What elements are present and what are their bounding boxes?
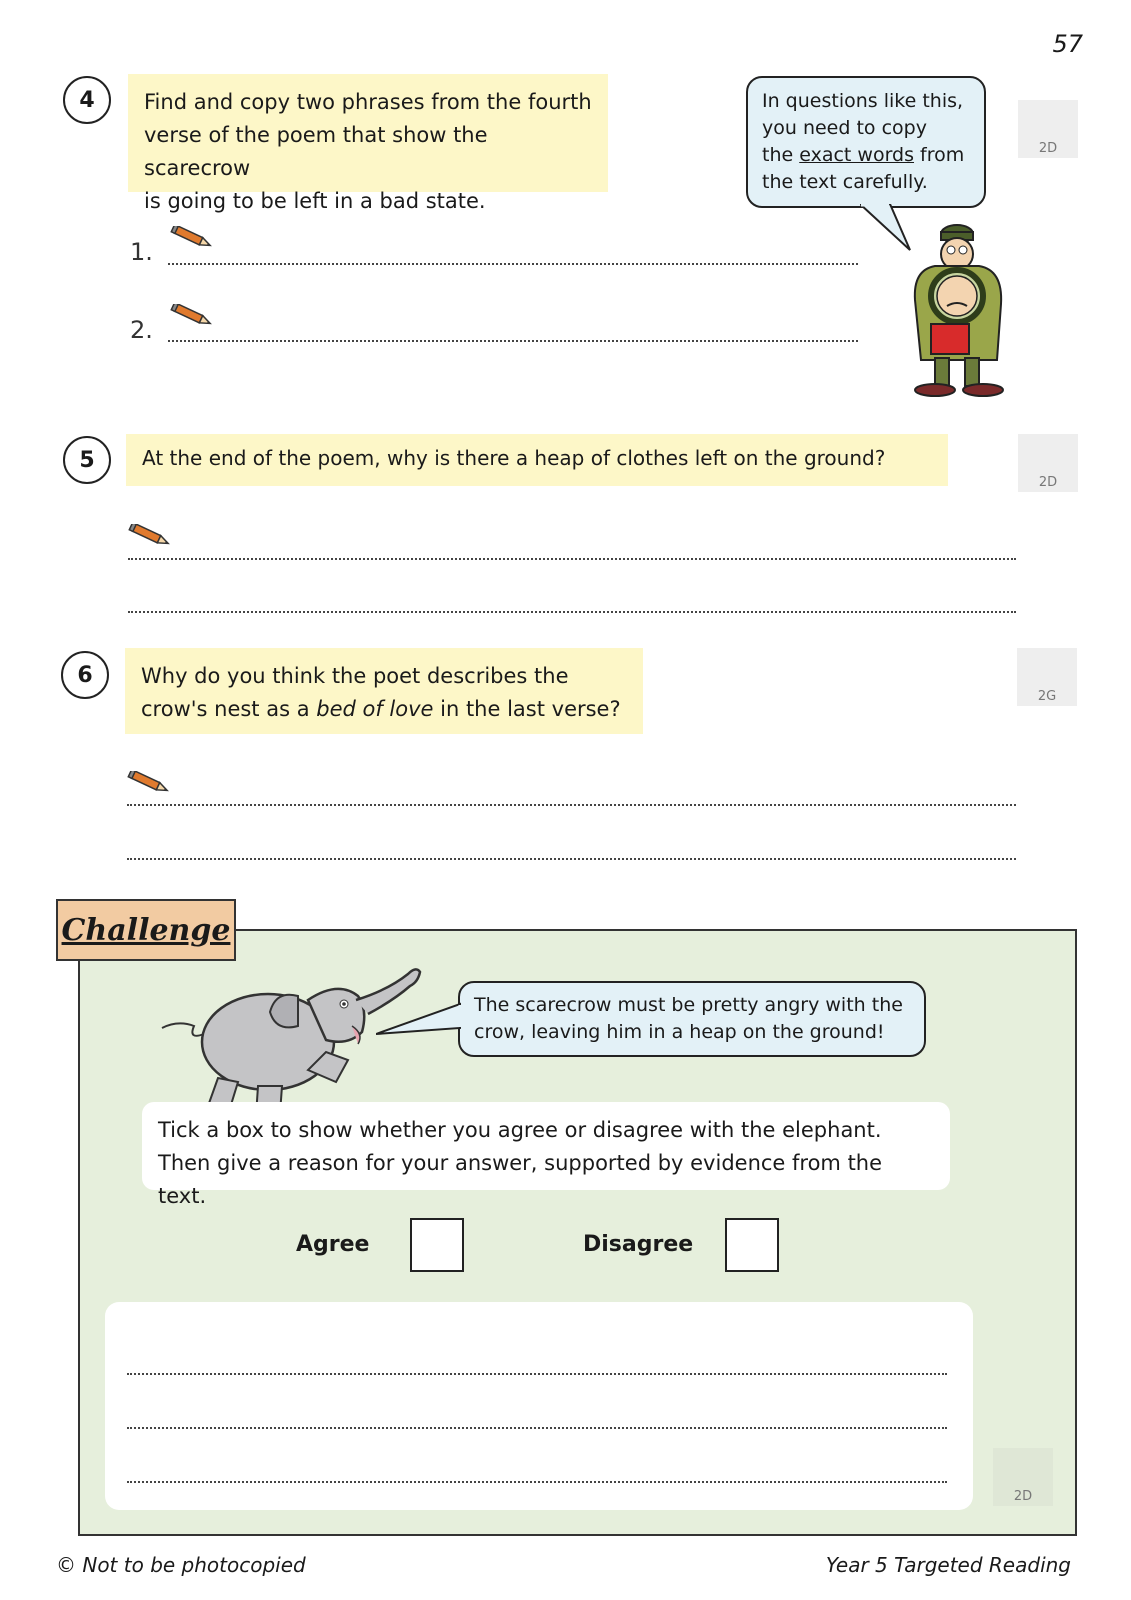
question-6-line-1: Why do you think the poet describes the	[141, 664, 569, 688]
page-number: 57	[1052, 30, 1083, 58]
question-6-italic-phrase: bed of love	[316, 697, 434, 721]
footer-book-title: Year 5 Targeted Reading	[825, 1553, 1071, 1577]
elephant-illustration-icon	[158, 960, 434, 1116]
question-5-mark-label: 2D	[1038, 475, 1058, 490]
detective-bubble-line-1: In questions like this,	[762, 90, 964, 112]
challenge-mark-label: 2D	[1013, 1489, 1033, 1504]
detective-speech-bubble	[746, 76, 986, 208]
question-6-line-2	[141, 693, 627, 726]
detective-bubble-line-4: the text carefully.	[762, 171, 928, 193]
detective-illustration-icon	[905, 220, 1015, 400]
answer-label-1: 1.	[130, 238, 153, 266]
question-4-mark-label: 2D	[1038, 141, 1058, 156]
detective-bubble-text: the	[762, 144, 800, 166]
elephant-bubble-line-2: crow, leaving him in a heap on the ground!	[474, 1021, 885, 1043]
answer-label-2: 2.	[130, 316, 153, 344]
disagree-label: Disagree	[583, 1232, 694, 1257]
challenge-mark-box[interactable]	[993, 1448, 1053, 1506]
agree-checkbox[interactable]	[410, 1218, 464, 1272]
answer-line[interactable]	[168, 263, 858, 265]
question-6-number: 6	[61, 651, 109, 699]
disagree-checkbox[interactable]	[725, 1218, 779, 1272]
detective-bubble-line-3	[762, 142, 970, 169]
answer-line[interactable]	[128, 558, 1016, 560]
question-6-text-part: in the last verse?	[433, 697, 621, 721]
answer-line[interactable]	[127, 858, 1016, 860]
detective-bubble-line-2: you need to copy	[762, 117, 927, 139]
challenge-instruction	[142, 1102, 950, 1208]
question-4-number: 4	[63, 76, 111, 124]
instruction-line-2: Then give a reason for your answer, supported by evidence from the text.	[158, 1151, 883, 1208]
challenge-answer-area	[105, 1302, 973, 1510]
answer-line[interactable]	[127, 1481, 947, 1483]
footer-copyright: © Not to be photocopied	[56, 1553, 306, 1577]
speech-tail-icon	[376, 1002, 462, 1038]
elephant-bubble-line-1: The scarecrow must be pretty angry with the	[474, 994, 903, 1016]
instruction-line-1: Tick a box to show whether you agree or disagree with the elephant.	[158, 1118, 882, 1142]
answer-line[interactable]	[127, 1373, 947, 1375]
question-5-text	[126, 434, 948, 486]
answer-line[interactable]	[127, 804, 1016, 806]
question-4-text	[128, 74, 608, 213]
question-6-mark-label: 2G	[1037, 689, 1057, 704]
question-6-mark-box[interactable]	[1017, 648, 1077, 706]
agree-label: Agree	[296, 1232, 370, 1257]
elephant-speech-bubble	[458, 981, 926, 1057]
answer-line[interactable]	[128, 611, 1016, 613]
pencil-icon	[170, 304, 214, 326]
challenge-title: Challenge	[56, 899, 236, 961]
question-6-text-part: crow's nest as a	[141, 697, 317, 721]
question-5-mark-box[interactable]	[1018, 434, 1078, 492]
question-6-text	[125, 648, 643, 734]
answer-line[interactable]	[127, 1427, 947, 1429]
pencil-icon	[128, 524, 172, 546]
answer-line[interactable]	[168, 340, 858, 342]
pencil-icon	[170, 226, 214, 248]
question-4-line-2: verse of the poem that show the scarecrow	[144, 123, 488, 180]
question-4-line-3: is going to be left in a bad state.	[144, 189, 486, 213]
pencil-icon	[127, 771, 171, 793]
question-5-line-1: At the end of the poem, why is there a heap of clothes left on the ground?	[142, 446, 886, 470]
question-5-number: 5	[63, 436, 111, 484]
question-4-mark-box[interactable]	[1018, 100, 1078, 158]
question-4-line-1: Find and copy two phrases from the fourth	[144, 90, 592, 114]
detective-bubble-text: from	[914, 144, 965, 166]
detective-bubble-emphasis: exact words	[799, 144, 915, 166]
